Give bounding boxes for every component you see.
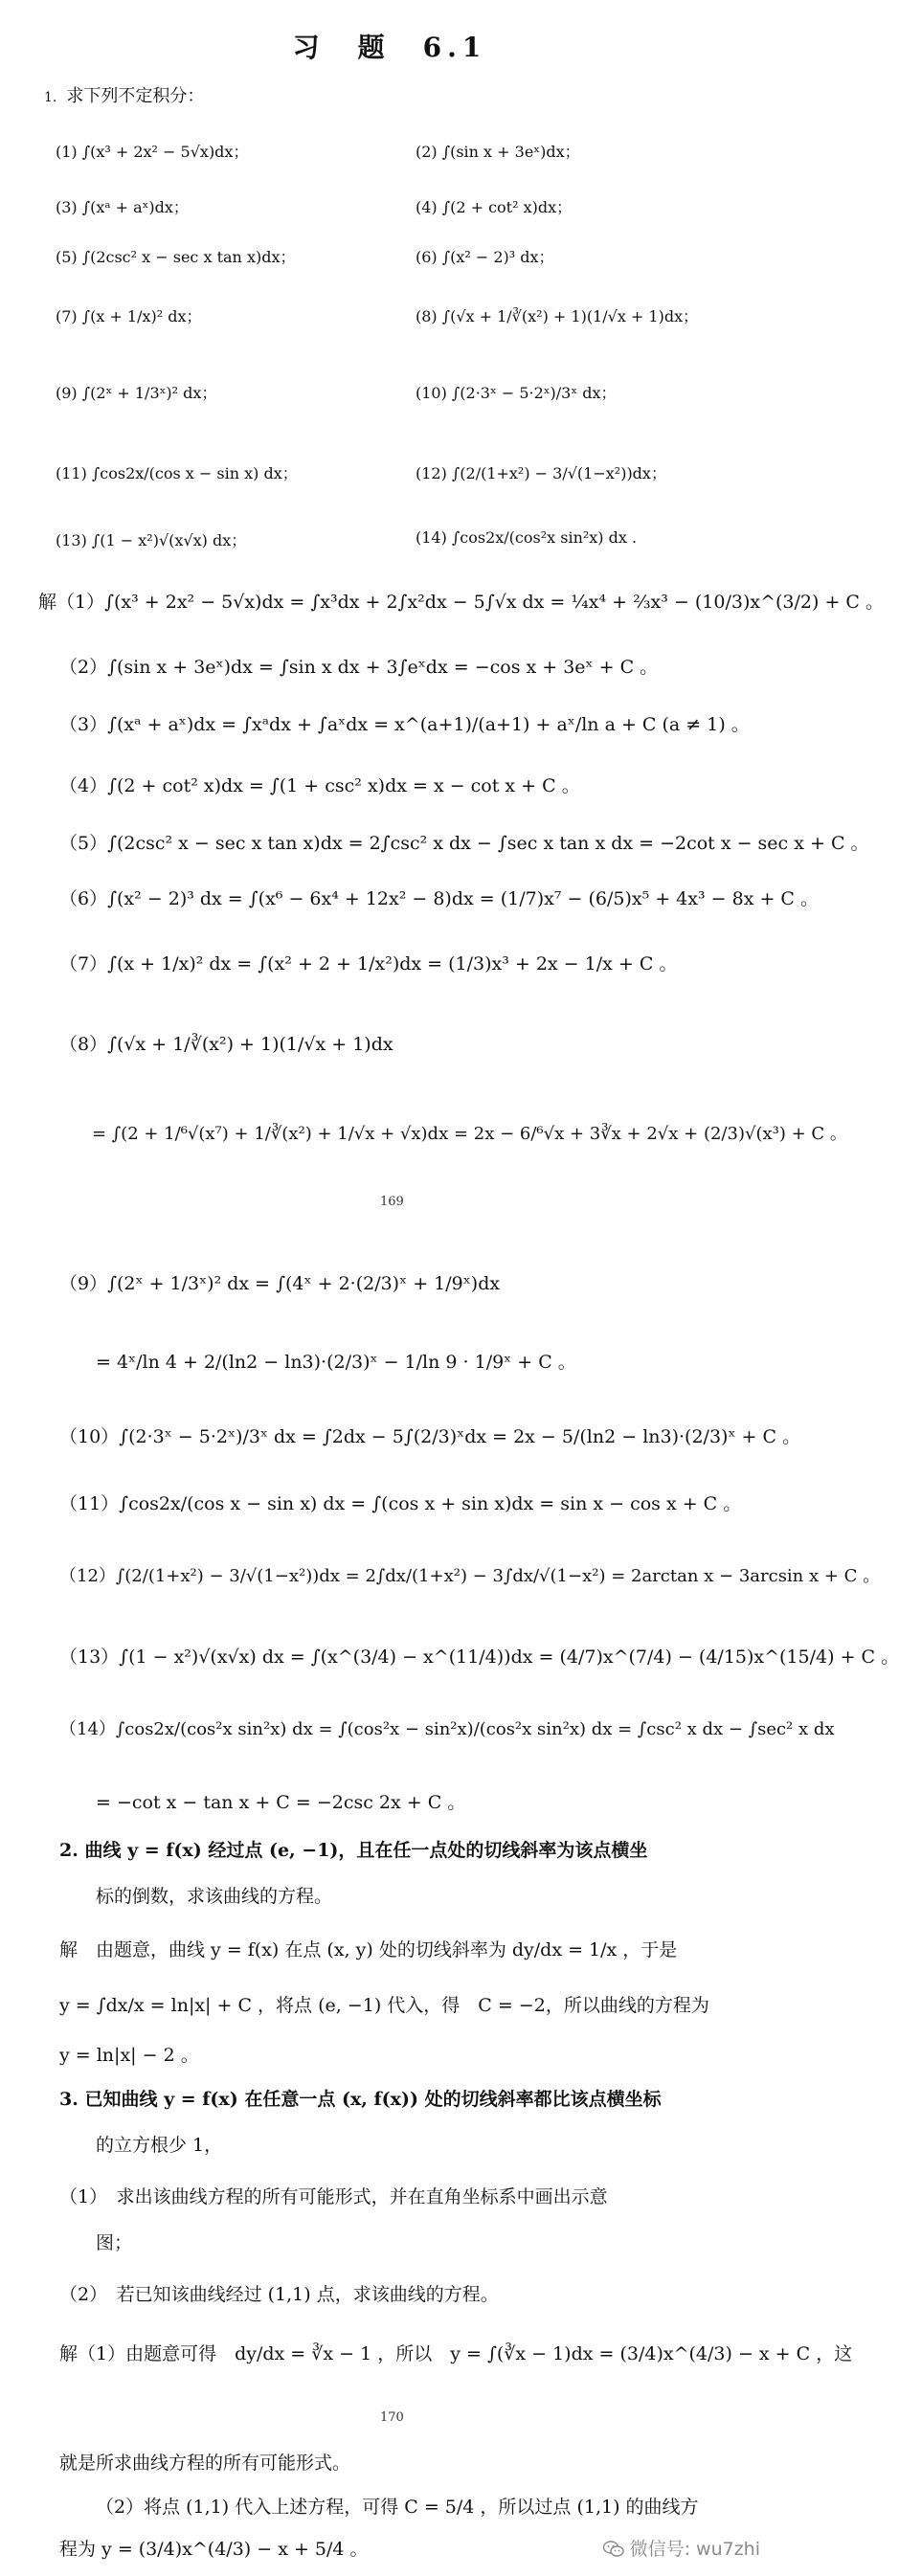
solution-14-line-1: （14）∫cos2x/(cos²x sin²x) dx = ∫(cos²x − sin²x)/(cos²x sin²x) dx = ∫csc² x dx − ∫sec² x dx <box>59 1719 835 1739</box>
solution-9-line-2: = 4ˣ/ln 4 + 2/(ln2 − ln3)·(2/3)ˣ − 1/ln 9 · 1/9ˣ + C 。 <box>96 1352 576 1373</box>
solution-5: （5）∫(2csc² x − sec x tan x)dx = 2∫csc² x dx − ∫sec x tan x dx = −2cot x − sec x + C 。 <box>59 833 869 854</box>
problem-3-solution-line-1: 解（1）由题意可得 dy/dx = ∛x − 1 ，所以 y = ∫(∛x − 1)dx = (3/4)x^(4/3) − x + C ，这 <box>59 2343 853 2364</box>
solution-12: （12）∫(2/(1+x²) − 3/√(1−x²))dx = 2∫dx/(1+x²) − 3∫dx/√(1−x²) = 2arctan x − 3arcsin x + C 。 <box>59 1566 881 1586</box>
problem-3: (3) ∫(xᵃ + aˣ)dx； <box>56 198 189 216</box>
problem-3-solution-line-3: （2）将点 (1,1) 代入上述方程，可得 C = 5/4 ，所以过点 (1,1) 的曲线方 <box>96 2497 699 2518</box>
page-number-169: 169 <box>380 1195 404 1209</box>
problem-4: (4) ∫(2 + cot² x)dx； <box>416 198 573 216</box>
problem-3-statement-line-1: 3. 已知曲线 y = f(x) 在任意一点 (x, f(x)) 处的切线斜率都比该点横坐标 <box>59 2089 662 2110</box>
problem-12: (12) ∫(2/(1+x²) − 3/√(1−x²))dx； <box>416 464 666 482</box>
solution-7: （7）∫(x + 1/x)² dx = ∫(x² + 2 + 1/x²)dx = (1/3)x³ + 2x − 1/x + C 。 <box>59 953 678 974</box>
problem-11: (11) ∫cos2x/(cos x − sin x) dx； <box>56 464 298 482</box>
watermark-text: 微信号: wu7zhi <box>629 2539 760 2560</box>
problem-2-statement-line-1: 2. 曲线 y = f(x) 经过点 (e, −1)，且在任一点处的切线斜率为该点横坐 <box>59 1840 648 1861</box>
solution-2: （2）∫(sin x + 3eˣ)dx = ∫sin x dx + 3∫eˣdx = −cos x + 3eˣ + C 。 <box>59 657 659 678</box>
problem-3-part-1-cont: 图； <box>96 2232 133 2253</box>
solution-14-line-2: = −cot x − tan x + C = −2csc 2x + C 。 <box>96 1792 466 1813</box>
solution-1: 解（1）∫(x³ + 2x² − 5√x)dx = ∫x³dx + 2∫x²dx − 5∫√x dx = ¼x⁴ + ⅔x³ − (10/3)x^(3/2) + C 。 <box>38 592 884 613</box>
exercise-instruction: 求下列不定积分： <box>66 86 205 106</box>
solution-9-line-1: （9）∫(2ˣ + 1/3ˣ)² dx = ∫(4ˣ + 2·(2/3)ˣ + 1/9ˣ)dx <box>59 1273 501 1294</box>
solution-3: （3）∫(xᵃ + aˣ)dx = ∫xᵃdx + ∫aˣdx = x^(a+1)/(a+1) + aˣ/ln a + C (a ≠ 1) 。 <box>59 714 750 735</box>
problem-3-statement-line-2: 的立方根少 1， <box>96 2135 223 2156</box>
solution-6: （6）∫(x² − 2)³ dx = ∫(x⁶ − 6x⁴ + 12x² − 8)dx = (1/7)x⁷ − (6/5)x⁵ + 4x³ − 8x + C 。 <box>59 888 819 909</box>
wechat-icon <box>603 2541 624 2558</box>
solution-8-line-1: （8）∫(√x + 1/∛(x²) + 1)(1/√x + 1)dx <box>59 1034 393 1055</box>
problem-5: (5) ∫(2csc² x − sec x tan x)dx； <box>56 248 296 266</box>
exercise-number: 1. <box>44 90 57 105</box>
problem-3-solution-line-2: 就是所求曲线方程的所有可能形式。 <box>59 2453 351 2474</box>
solution-11: （11）∫cos2x/(cos x − sin x) dx = ∫(cos x + sin x)dx = sin x − cos x + C 。 <box>59 1493 742 1514</box>
problem-2-solution-line-1: 解 由题意，曲线 y = f(x) 在点 (x, y) 处的切线斜率为 dy/dx = 1/x ，于是 <box>59 1939 678 1960</box>
problem-8: (8) ∫(√x + 1/∛(x²) + 1)(1/√x + 1)dx； <box>416 307 699 325</box>
problem-9: (9) ∫(2ˣ + 1/3ˣ)² dx； <box>56 384 217 402</box>
watermark <box>603 2535 760 2561</box>
problem-2: (2) ∫(sin x + 3eˣ)dx； <box>416 143 580 161</box>
solution-8-line-2: = ∫(2 + 1/⁶√(x⁷) + 1/∛(x²) + 1/√x + √x)dx = 2x − 6/⁶√x + 3∛x + 2√x + (2/3)√(x³) + C 。 <box>92 1124 847 1144</box>
problem-3-part-1: （1） 求出该曲线方程的所有可能形式，并在直角坐标系中画出示意 <box>59 2186 608 2207</box>
problem-13: (13) ∫(1 − x²)√(x√x) dx； <box>56 531 247 549</box>
problem-3-solution-line-4: 程为 y = (3/4)x^(4/3) − x + 5/4 。 <box>59 2539 369 2560</box>
solution-13: （13）∫(1 − x²)√(x√x) dx = ∫(x^(3/4) − x^(11/4))dx = (4/7)x^(7/4) − (4/15)x^(15/4) + C 。 <box>59 1646 899 1668</box>
problem-2-solution-line-2: y = ∫dx/x = ln|x| + C ，将点 (e, −1) 代入，得 C = −2，所以曲线的方程为 <box>59 1995 709 2016</box>
problem-3-part-2: （2） 若已知该曲线经过 (1,1) 点，求该曲线的方程。 <box>59 2284 499 2305</box>
problem-6: (6) ∫(x² − 2)³ dx； <box>416 248 554 266</box>
problem-7: (7) ∫(x + 1/x)² dx； <box>56 307 202 325</box>
problem-10: (10) ∫(2·3ˣ − 5·2ˣ)/3ˣ dx； <box>416 384 617 402</box>
page-number-170: 170 <box>380 2410 404 2425</box>
problem-2-solution-line-3: y = ln|x| − 2 。 <box>59 2045 199 2066</box>
solution-4: （4）∫(2 + cot² x)dx = ∫(1 + csc² x)dx = x − cot x + C 。 <box>59 775 580 796</box>
page-title: 习 题 6.1 <box>292 32 487 63</box>
exercise-intro <box>44 82 204 107</box>
problem-14: (14) ∫cos2x/(cos²x sin²x) dx . <box>416 528 638 547</box>
solution-10: （10）∫(2·3ˣ − 5·2ˣ)/3ˣ dx = ∫2dx − 5∫(2/3)ˣdx = 2x − 5/(ln2 − ln3)·(2/3)ˣ + C 。 <box>59 1426 801 1447</box>
problem-1: (1) ∫(x³ + 2x² − 5√x)dx； <box>56 143 249 161</box>
problem-2-statement-line-2: 标的倒数，求该曲线的方程。 <box>96 1886 333 1907</box>
